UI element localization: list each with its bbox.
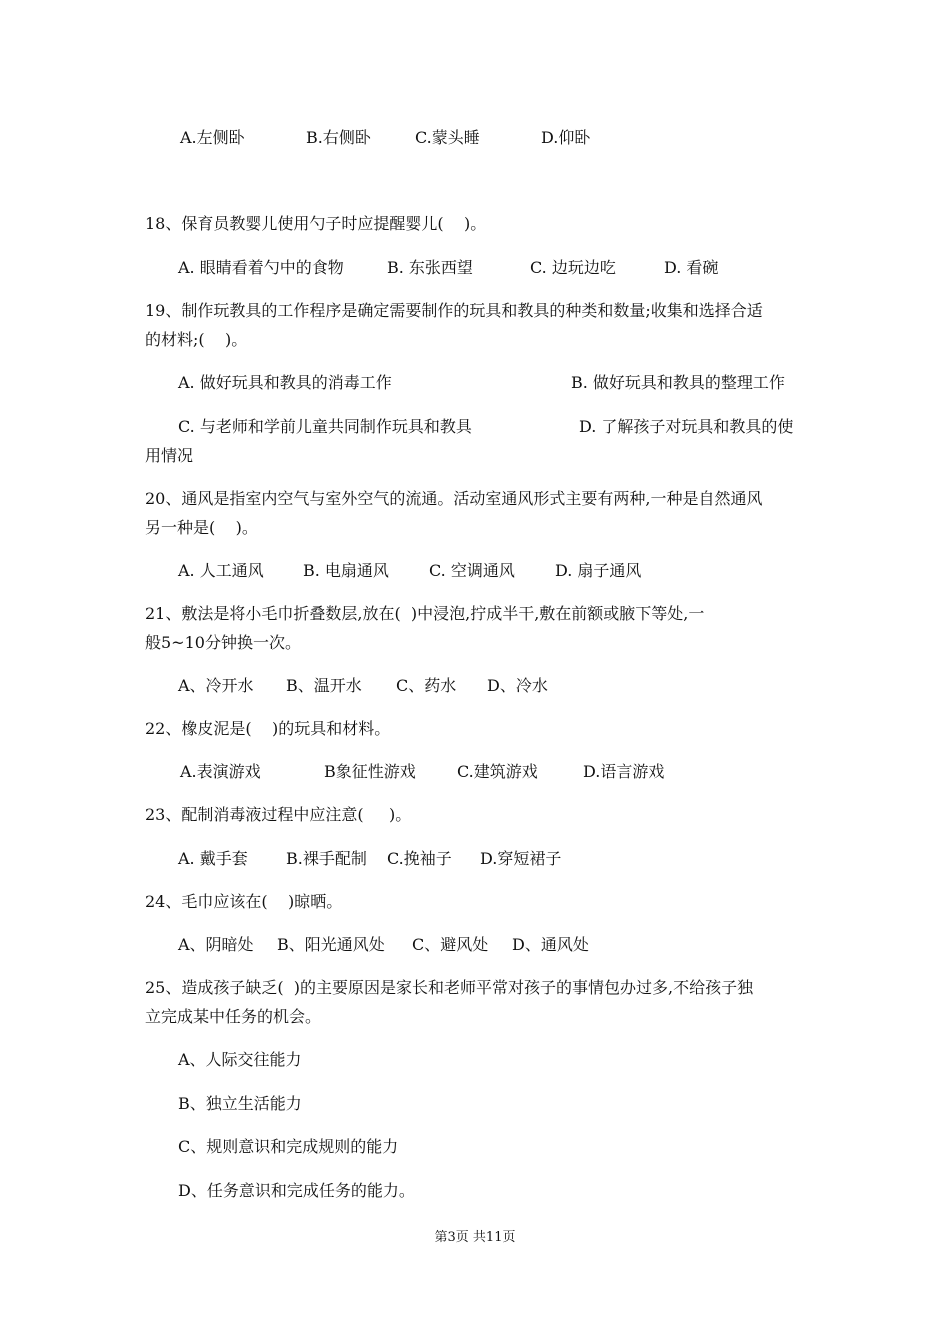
- q23-option-a: A. 戴手套: [178, 849, 248, 868]
- q24-stem: 24、毛巾应该在( )晾晒。: [145, 892, 343, 911]
- q24-option-b: B、阳光通风处: [277, 935, 385, 954]
- q17-option-a: A.左侧卧: [180, 128, 245, 147]
- q19-option-b: B. 做好玩具和教具的整理工作: [571, 373, 785, 392]
- q20-option-a: A. 人工通风: [178, 561, 264, 580]
- q23-stem: 23、配制消毒液过程中应注意( )。: [145, 805, 412, 824]
- q19-option-c: C. 与老师和学前儿童共同制作玩具和教具: [178, 417, 472, 436]
- q19-stem-line1: 19、制作玩教具的工作程序是确定需要制作的玩具和教具的种类和数量;收集和选择合适: [145, 301, 763, 320]
- q18-option-d: D. 看碗: [664, 258, 719, 277]
- q17-option-c: C.蒙头睡: [415, 128, 480, 147]
- q25-stem-line2: 立完成某中任务的机会。: [145, 1007, 322, 1026]
- q21-stem-line1: 21、敷法是将小毛巾折叠数层,放在( )中浸泡,拧成半干,敷在前额或腋下等处,一: [145, 604, 705, 623]
- page-footer: 第3页 共11页: [434, 1230, 516, 1245]
- q18-option-b: B. 东张西望: [387, 258, 473, 277]
- q17-option-b: B.右侧卧: [306, 128, 371, 147]
- q23-option-d: D.穿短裙子: [480, 849, 562, 868]
- q21-stem-line2: 般5~10分钟换一次。: [145, 633, 301, 652]
- q24-option-a: A、阴暗处: [178, 935, 254, 954]
- q22-option-d: D.语言游戏: [583, 762, 665, 781]
- q25-stem-line1: 25、造成孩子缺乏( )的主要原因是家长和老师平常对孩子的事情包办过多,不给孩子独: [145, 978, 754, 997]
- q21-option-c: C、药水: [396, 676, 457, 695]
- q19-stem-line2: 的材料;( )。: [145, 330, 248, 349]
- q19-option-d-line1: D. 了解孩子对玩具和教具的使: [579, 417, 794, 436]
- q23-option-c: C.挽袖子: [387, 849, 452, 868]
- q24-option-c: C、避风处: [412, 935, 489, 954]
- q19-option-a: A. 做好玩具和教具的消毒工作: [178, 373, 392, 392]
- q25-option-a: A、人际交往能力: [178, 1050, 302, 1069]
- q18-option-c: C. 边玩边吃: [530, 258, 616, 277]
- q22-stem: 22、橡皮泥是( )的玩具和材料。: [145, 719, 391, 738]
- q23-option-b: B.裸手配制: [286, 849, 367, 868]
- q21-option-a: A、冷开水: [178, 676, 254, 695]
- q18-stem: 18、保育员教婴儿使用勺子时应提醒婴儿( )。: [145, 214, 487, 233]
- q20-option-c: C. 空调通风: [429, 561, 515, 580]
- q25-option-c: C、规则意识和完成规则的能力: [178, 1137, 399, 1156]
- q18-option-a: A. 眼睛看着勺中的食物: [178, 258, 344, 277]
- q20-option-b: B. 电扇通风: [303, 561, 389, 580]
- q25-option-d: D、任务意识和完成任务的能力。: [178, 1181, 415, 1200]
- q24-option-d: D、通风处: [512, 935, 589, 954]
- q21-option-b: B、温开水: [286, 676, 362, 695]
- q17-option-d: D.仰卧: [541, 128, 591, 147]
- q20-stem-line1: 20、通风是指室内空气与室外空气的流通。活动室通风形式主要有两种,一种是自然通风: [145, 489, 763, 508]
- q25-option-b: B、独立生活能力: [178, 1094, 302, 1113]
- q21-option-d: D、冷水: [487, 676, 548, 695]
- q22-option-c: C.建筑游戏: [457, 762, 538, 781]
- q22-option-b: B象征性游戏: [324, 762, 416, 781]
- q20-stem-line2: 另一种是( )。: [145, 518, 258, 537]
- q20-option-d: D. 扇子通风: [555, 561, 642, 580]
- q19-option-d-line2: 用情况: [145, 446, 194, 465]
- q22-option-a: A.表演游戏: [180, 762, 261, 781]
